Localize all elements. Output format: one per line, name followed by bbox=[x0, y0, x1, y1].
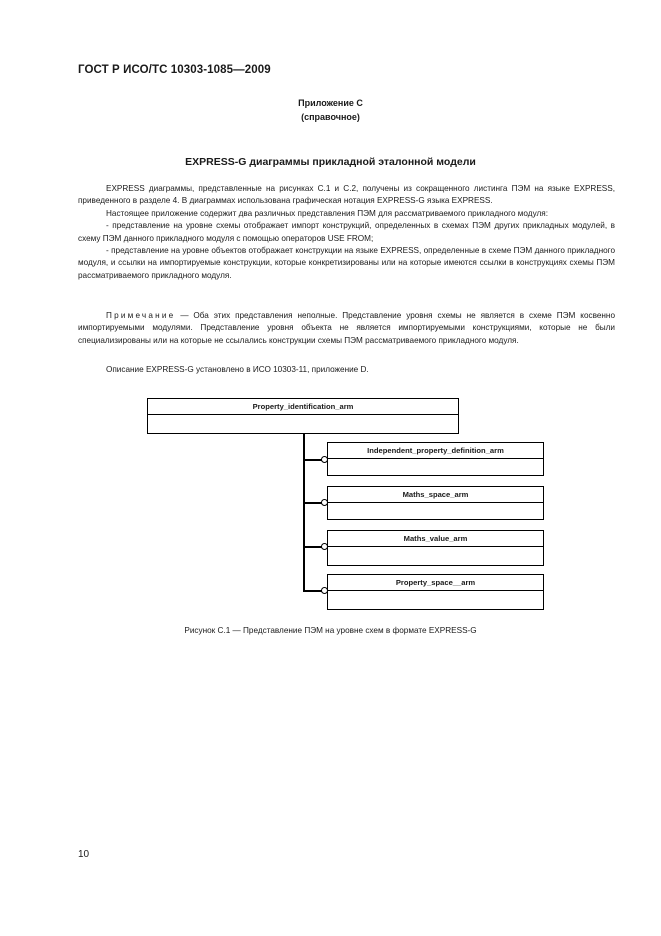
note-lead: Примечание bbox=[106, 311, 176, 320]
paragraph: EXPRESS диаграммы, представленные на рисунках С.1 и С.2, получены из сокращенного листинга ПЭМ на языке EXPRESS, приведенного в разделе 4. В диаграммах использована графическая нотация EXPRESS-G языка EXPRESS. bbox=[78, 184, 615, 206]
schema-box-used bbox=[327, 574, 544, 610]
annex-label: Приложение С bbox=[298, 98, 363, 108]
schema-box-used bbox=[327, 486, 544, 520]
body-text bbox=[78, 183, 615, 282]
used-relation-circle-icon bbox=[321, 499, 328, 506]
annex-heading bbox=[0, 96, 661, 124]
paragraph: Настоящее приложение содержит два различных представления ПЭМ для рассматриваемого прикладного модуля: bbox=[106, 208, 548, 218]
schema-name: Independent_property_definition_arm bbox=[328, 443, 543, 459]
connector-branch bbox=[303, 546, 325, 548]
description-text: Описание EXPRESS-G установлено в ИСО 10303-11, приложение D. bbox=[106, 365, 369, 374]
schema-name: Property_space__arm bbox=[328, 575, 543, 591]
paragraph: - представление на уровне схемы отображает импорт конструкций, определенных в схемах ПЭМ других прикладных модулей, в схему ПЭМ данного прикладного модуля с помощью операторов USE FROM; bbox=[78, 221, 615, 243]
connector-trunk bbox=[303, 434, 305, 584]
document-header: ГОСТ Р ИСО/ТС 10303-1085—2009 bbox=[78, 64, 271, 76]
used-relation-circle-icon bbox=[321, 587, 328, 594]
page-number: 10 bbox=[78, 849, 90, 860]
used-relation-circle-icon bbox=[321, 456, 328, 463]
description bbox=[78, 364, 615, 376]
paragraph: - представление на уровне объектов отображает конструкции на языке EXPRESS, определенные в схеме ПЭМ данного прикладного модуля, и ссылки на импортируемые конструкции, которые конкретизированы или на которые имеются ссылки в конструкциях схемы ПЭМ рассматриваемого прикладного модуля. bbox=[78, 246, 615, 280]
used-relation-circle-icon bbox=[321, 543, 328, 550]
connector-branch bbox=[303, 590, 325, 592]
note bbox=[78, 310, 615, 347]
schema-box-used bbox=[327, 530, 544, 566]
annex-kind: (справочное) bbox=[301, 112, 360, 122]
figure-caption: Рисунок С.1 — Представление ПЭМ на уровне схем в формате EXPRESS-G bbox=[184, 626, 477, 635]
annex-title: EXPRESS-G диаграммы прикладной эталонной модели bbox=[185, 156, 476, 168]
connector-branch bbox=[303, 502, 325, 504]
schema-name: Property_identification_arm bbox=[148, 399, 458, 415]
note-text: — Оба этих представления неполные. Представление уровня схемы не является в схеме ПЭМ косвенно импортируемыми модулями. Представление уровня объекта не является импортируемыми конструкциями, которые не были специализированы или на которые не ссылались конструкции схемы ПЭМ рассматриваемого прикладного модуля. bbox=[78, 311, 615, 345]
schema-box-used bbox=[327, 442, 544, 476]
schema-box-main bbox=[147, 398, 459, 434]
connector-trunk-end bbox=[303, 583, 305, 591]
schema-name: Maths_space_arm bbox=[328, 487, 543, 503]
schema-name: Maths_value_arm bbox=[328, 531, 543, 547]
connector-branch bbox=[303, 459, 325, 461]
